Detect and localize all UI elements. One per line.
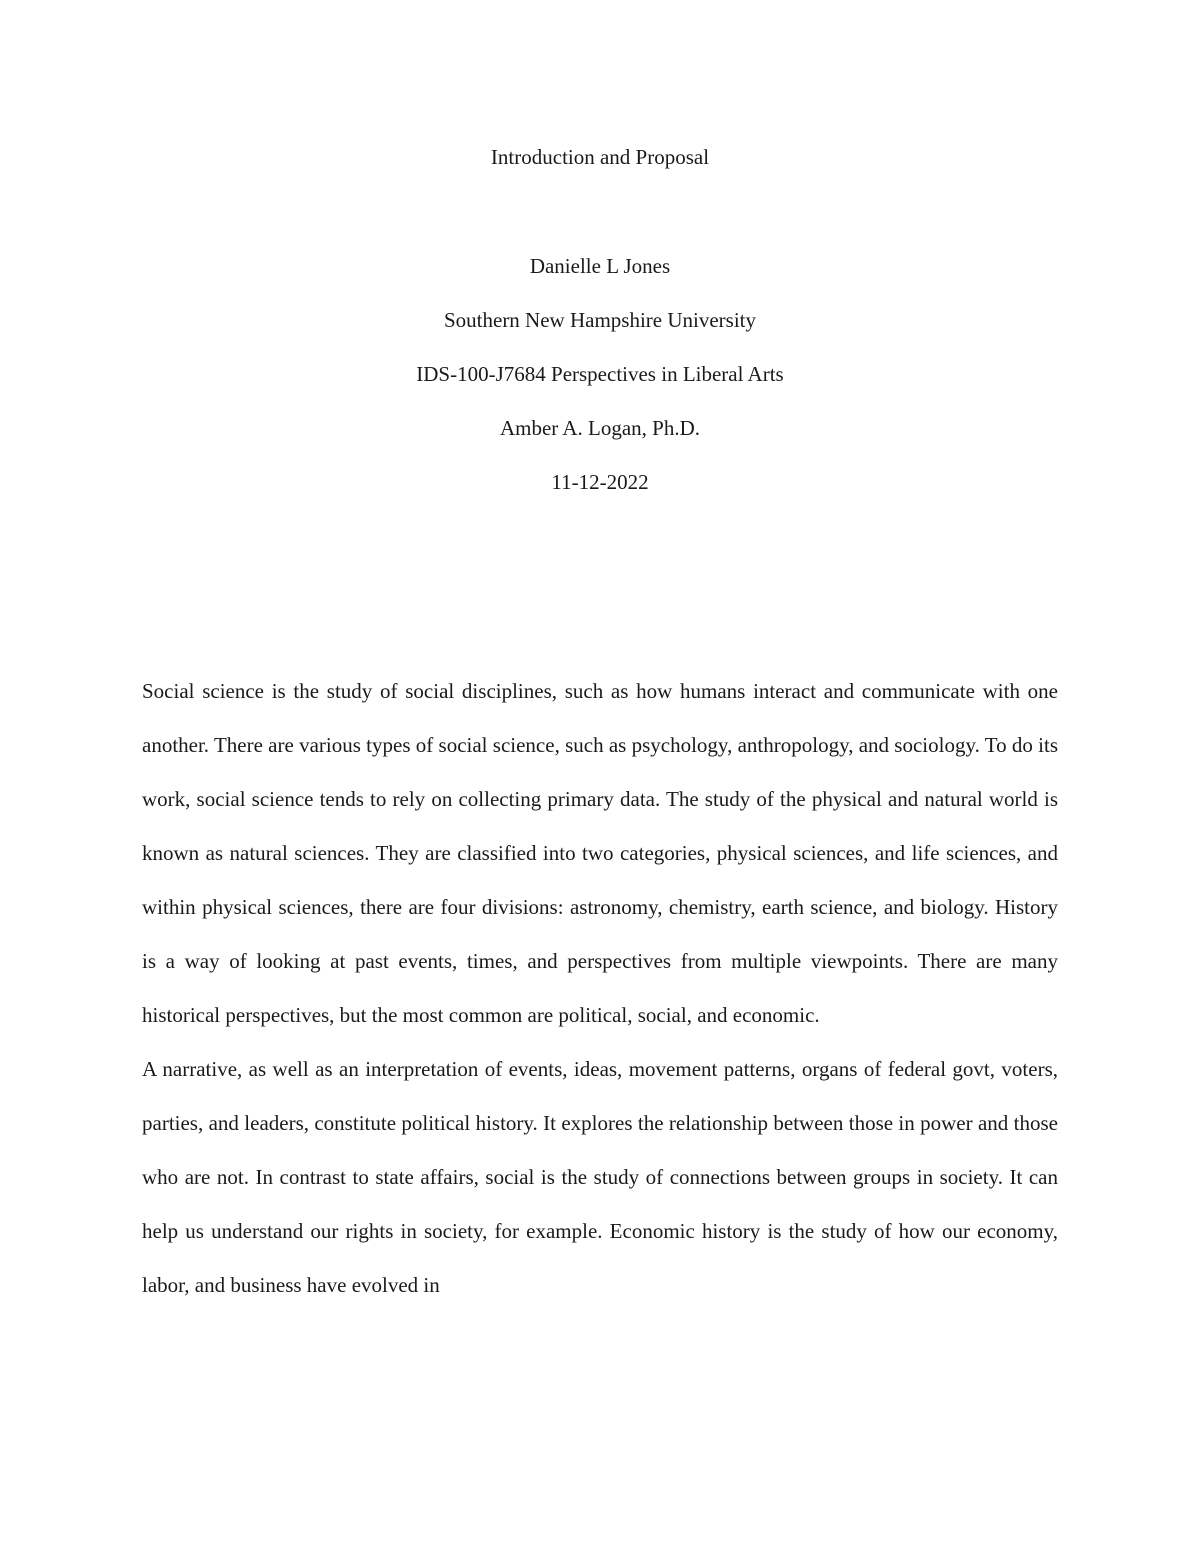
author-name: Danielle L Jones — [529, 254, 671, 278]
body-text — [142, 664, 1058, 1312]
paper-date: 11-12-2022 — [551, 470, 649, 494]
paragraph-1: Social science is the study of social disciplines, such as how humans interact and communicate with one another. There are various types of social science, such as psychology, anthropology, and sociology. To do its work, social science tends to rely on collecting primary data. The study of the physical and natural world is known as natural sciences. They are classified into two categories, physical sciences, and life sciences, and within physical sciences, there are four divisions: astronomy, chemistry, earth science, and biology. History is a way of looking at past events, times, and perspectives from multiple viewpoints. There are many historical perspectives, but the most common are political, social, and economic. — [142, 679, 1058, 1027]
instructor-name: Amber A. Logan, Ph.D. — [499, 416, 701, 440]
paper-title: Introduction and Proposal — [490, 145, 710, 169]
paragraph-2: A narrative, as well as an interpretation of events, ideas, movement patterns, organs of federal govt, voters, parties, and leaders, constitute political history. It explores the relationship between those in power and those who are not. In contrast to state affairs, social is the study of connections between groups in society. It can help us understand our rights in society, for example. Economic history is the study of how our economy, labor, and business have evolved in — [142, 1057, 1058, 1297]
course-name: IDS-100-J7684 Perspectives in Liberal Arts — [416, 362, 784, 386]
institution-name: Southern New Hampshire University — [443, 308, 757, 332]
